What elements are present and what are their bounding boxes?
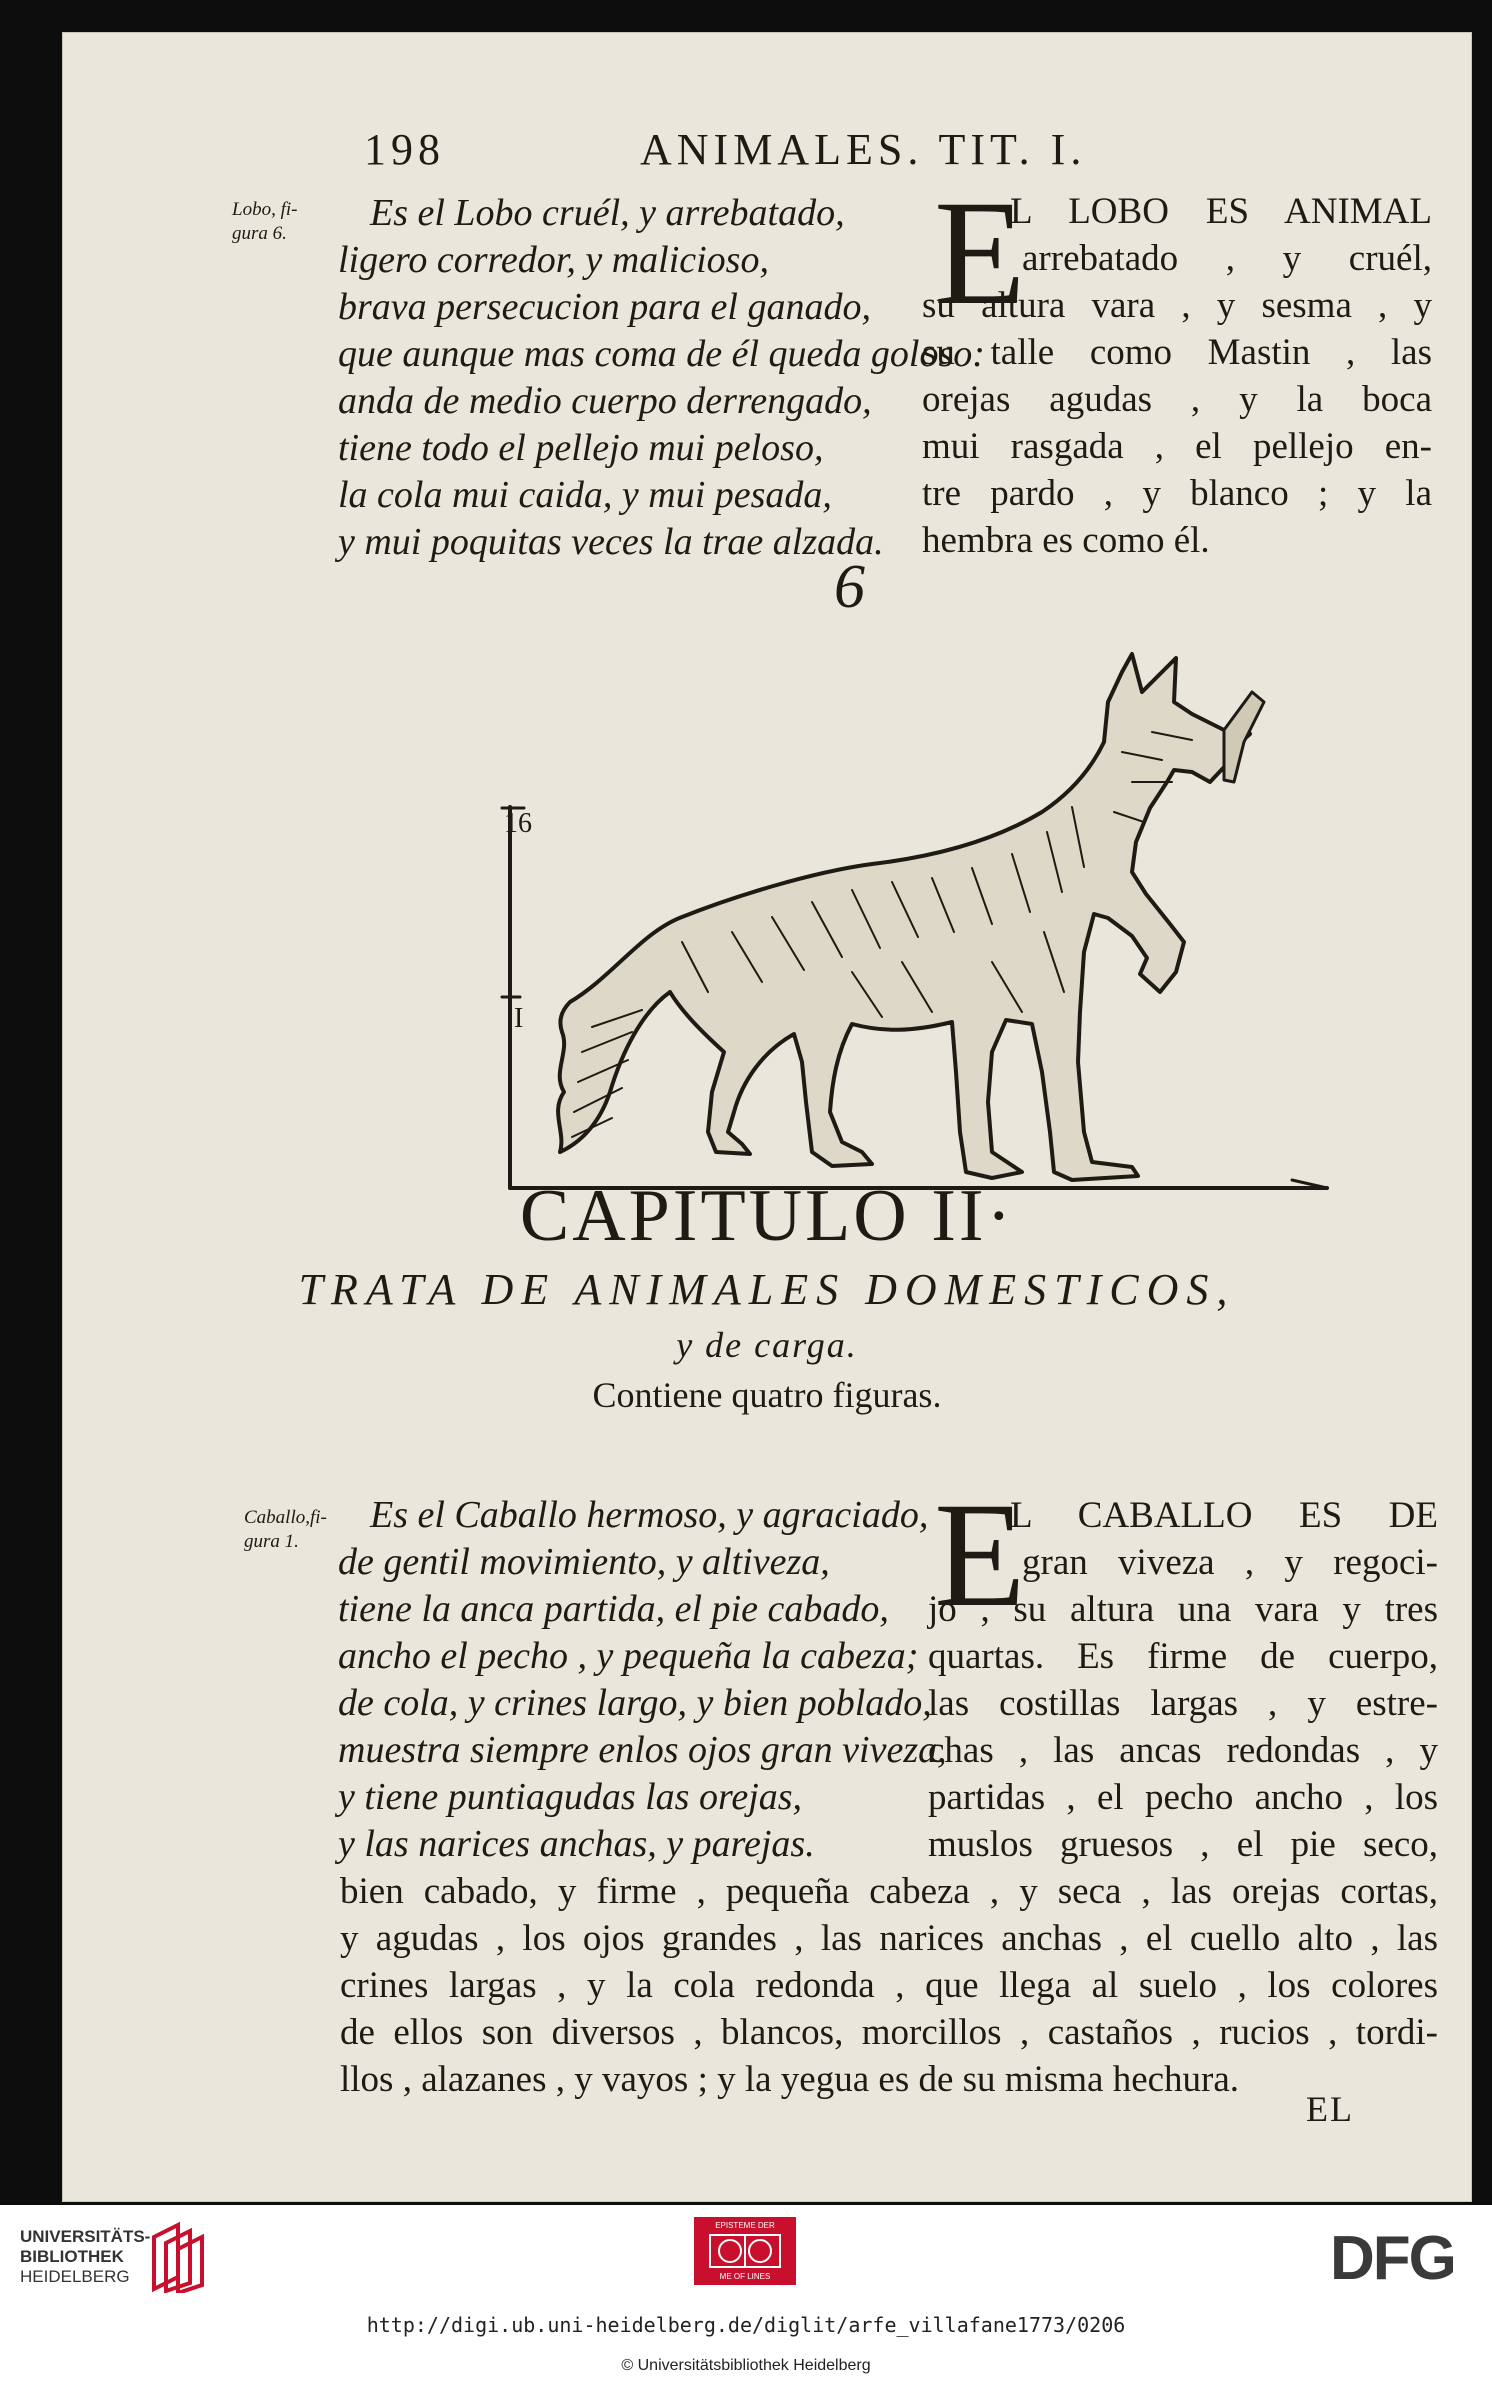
chapter-title: CAPITULO II·	[519, 1175, 1015, 1257]
chapter-subtitle-2: y de carga.	[676, 1325, 858, 1365]
verse-line: Es el Lobo cruél, y arrebatado,	[370, 192, 845, 234]
verse-line: y las narices anchas, y parejas.	[338, 1823, 815, 1865]
chapter-contents: Contiene quatro figuras.	[592, 1375, 942, 1415]
verse-line: la cola mui caida, y mui pesada,	[338, 474, 832, 516]
book-page	[62, 32, 1472, 2202]
page-number: 198	[364, 125, 445, 174]
prose-lobo-indent: arrebatado , y cruél,	[1022, 238, 1432, 279]
scale-mark-top: 16	[504, 808, 532, 839]
dfg-logo[interactable]: DFG	[1330, 2224, 1455, 2293]
verse-line: ligero corredor, y malicioso,	[338, 239, 769, 281]
verse-line: tiene la anca partida, el pie cabado,	[338, 1588, 889, 1630]
library-name: UNIVERSITÄTS- BIBLIOTHEK HEIDELBERG	[20, 2227, 151, 2286]
verse-line: brava persecucion para el ganado,	[338, 286, 871, 328]
verse-line: de gentil movimiento, y altiveza,	[338, 1541, 830, 1583]
verse-line: muestra siempre enlos ojos gran viveza,	[338, 1729, 947, 1771]
wolf-woodcut-illustration	[432, 632, 1362, 1212]
verse-lobo	[338, 190, 985, 566]
prose-caballo-indent: gran viveza , y regoci-	[1022, 1542, 1438, 1583]
prose-caballo-full-width: bien cabado, y firme , pequeña cabeza , y seca , las orejas cortas, y agudas , los ojos grandes , las narices anchas , el cuello alto , las crines largas , y la cola redonda , que llega al suelo , los colores de ellos son diversos , blancos, morcillos , castaños , rucios , tordi- llos , alazanes , y vayos ; y la yegua es de su misma hechura.	[340, 1871, 1438, 2100]
footer-bar	[0, 2205, 1492, 2388]
prose-first-line-lobo: L LOBO ES ANIMAL	[1010, 191, 1432, 232]
verse-line: que aunque mas coma de él queda goloso:	[338, 333, 985, 375]
verse-line: tiene todo el pellejo mui peloso,	[338, 427, 824, 469]
catchword: EL	[1306, 2089, 1354, 2129]
verse-line: y mui poquitas veces la trae alzada.	[338, 521, 884, 563]
verse-line: Es el Caballo hermoso, y agraciado,	[370, 1494, 929, 1536]
episteme-emblem-icon	[708, 2233, 782, 2269]
prose-caballo: jo , su altura una vara y tres quartas. Es firme de cuerpo, las costillas largas , y estre- chas , las ancas redondas , y partidas , el pecho ancho , los muslos gruesos , el pie seco,	[928, 1589, 1438, 1865]
library-logo-icon[interactable]	[148, 2219, 208, 2293]
permalink-url[interactable]: http://digi.ub.uni-heidelberg.de/diglit/arfe_villafane1773/0206	[366, 2313, 1126, 2337]
scale-mark-unit: I	[514, 1003, 524, 1034]
episteme-logo[interactable]: EPISTEME DER ME OF LINES	[694, 2217, 796, 2285]
running-head: ANIMALES. TIT. I.	[640, 125, 1087, 174]
verse-line: de cola, y crines largo, y bien poblado,	[338, 1682, 932, 1724]
copyright-notice: © Universitätsbibliothek Heidelberg	[621, 2357, 871, 2374]
figure-number: 6	[834, 553, 865, 621]
verse-line: ancho el pecho , y pequeña la cabeza;	[338, 1635, 919, 1677]
verse-caballo	[338, 1492, 947, 1868]
chapter-subtitle: TRATA DE ANIMALES DOMESTICOS,	[298, 1265, 1236, 1314]
prose-first-line-caballo: L CABALLO ES DE	[1010, 1495, 1438, 1536]
drop-cap-lobo: E	[934, 170, 1026, 336]
drop-cap-caballo: E	[934, 1472, 1026, 1638]
margin-note-lobo: Lobo, fi- gura 6.	[232, 199, 298, 244]
verse-line: y tiene puntiagudas las orejas,	[338, 1776, 803, 1818]
verse-line: anda de medio cuerpo derrengado,	[338, 380, 872, 422]
prose-lobo: su altura vara , y sesma , y su talle como Mastin , las orejas agudas , y la boca mui rasgada , el pellejo en- tre pardo , y blanco ; y la hembra es como él.	[922, 285, 1432, 561]
margin-note-caballo: Caballo,fi- gura 1.	[244, 1507, 327, 1552]
